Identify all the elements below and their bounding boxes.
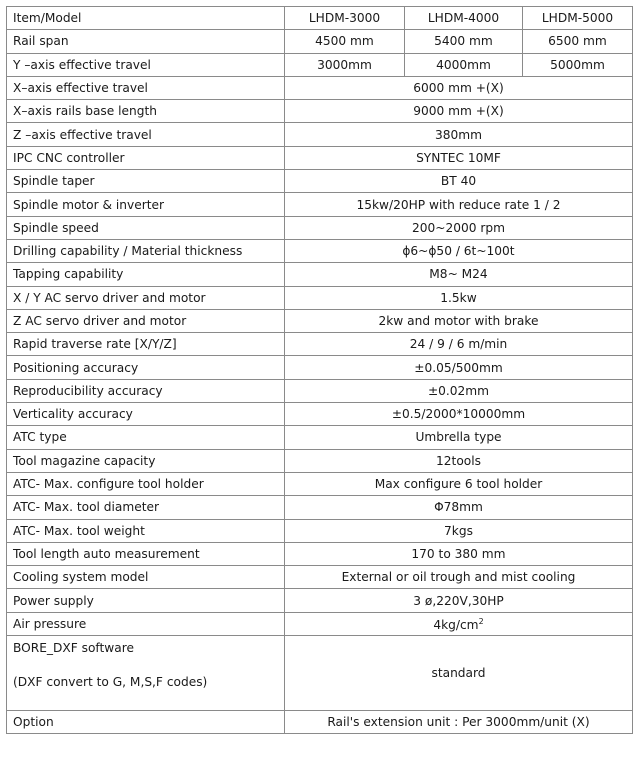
- spec-label: ATC type: [7, 426, 285, 449]
- spec-label: Positioning accuracy: [7, 356, 285, 379]
- spec-row: [7, 53, 633, 76]
- spec-value: 9000 mm +(X): [285, 100, 633, 123]
- spec-row: [7, 426, 633, 449]
- spec-label: Rapid traverse rate [X/Y/Z]: [7, 333, 285, 356]
- spec-label: Spindle speed: [7, 216, 285, 239]
- spec-value: 3 ø,220V,30HP: [285, 589, 633, 612]
- air-pressure-exponent: 2: [478, 617, 484, 627]
- spec-label: Z AC servo driver and motor: [7, 309, 285, 332]
- spec-value: 6000 mm +(X): [285, 76, 633, 99]
- spec-value: ±0.02mm: [285, 379, 633, 402]
- spec-label: Spindle taper: [7, 170, 285, 193]
- spec-label: Tool length auto measurement: [7, 542, 285, 565]
- spec-label: ATC- Max. configure tool holder: [7, 472, 285, 495]
- spec-row: [7, 636, 633, 711]
- spec-row: [7, 100, 633, 123]
- spec-row: [7, 309, 633, 332]
- spec-row: [7, 76, 633, 99]
- spec-row: [7, 333, 633, 356]
- spec-value: 15kw/20HP with reduce rate 1 / 2: [285, 193, 633, 216]
- spec-value: ±0.05/500mm: [285, 356, 633, 379]
- spec-value: 170 to 380 mm: [285, 542, 633, 565]
- spec-label: Rail span: [7, 30, 285, 53]
- header-row: [7, 7, 633, 30]
- spec-label: [7, 636, 285, 711]
- model-header: LHDM-3000: [285, 7, 405, 30]
- bore-label-line2: (DXF convert to G, M,S,F codes): [13, 675, 208, 690]
- spec-row: [7, 146, 633, 169]
- spec-row: [7, 263, 633, 286]
- spec-label: IPC CNC controller: [7, 146, 285, 169]
- spec-label: Drilling capability / Material thickness: [7, 239, 285, 262]
- spec-row: [7, 123, 633, 146]
- header-label: Item/Model: [7, 7, 285, 30]
- spec-value: ±0.5/2000*10000mm: [285, 403, 633, 426]
- spec-value: 5000mm: [523, 53, 633, 76]
- spec-value: Umbrella type: [285, 426, 633, 449]
- spec-row: [7, 589, 633, 612]
- spec-label: X–axis rails base length: [7, 100, 285, 123]
- spec-label: Tool magazine capacity: [7, 449, 285, 472]
- spec-row: [7, 193, 633, 216]
- spec-value: 12tools: [285, 449, 633, 472]
- spec-row: [7, 496, 633, 519]
- spec-row: [7, 566, 633, 589]
- spec-label: ATC- Max. tool weight: [7, 519, 285, 542]
- model-header: LHDM-4000: [405, 7, 523, 30]
- spec-row: [7, 170, 633, 193]
- air-pressure-value: 4kg/cm: [433, 618, 479, 633]
- spec-value: 7kgs: [285, 519, 633, 542]
- spec-value: Rail's extension unit : Per 3000mm/unit (X): [285, 711, 633, 734]
- spec-value: External or oil trough and mist cooling: [285, 566, 633, 589]
- spec-value: 4500 mm: [285, 30, 405, 53]
- spec-value: BT 40: [285, 170, 633, 193]
- spec-row: [7, 472, 633, 495]
- spec-row: [7, 379, 633, 402]
- spec-table-container: [6, 6, 632, 734]
- spec-value: standard: [285, 636, 633, 711]
- spec-row: [7, 356, 633, 379]
- spec-label: Y –axis effective travel: [7, 53, 285, 76]
- spec-row: [7, 449, 633, 472]
- spec-label: Air pressure: [7, 612, 285, 635]
- spec-row: [7, 239, 633, 262]
- spec-label: Cooling system model: [7, 566, 285, 589]
- spec-row: [7, 519, 633, 542]
- spec-row: [7, 30, 633, 53]
- spec-value: 3000mm: [285, 53, 405, 76]
- spec-row: [7, 542, 633, 565]
- spec-value: 1.5kw: [285, 286, 633, 309]
- spec-value: 2kw and motor with brake: [285, 309, 633, 332]
- spec-row: [7, 711, 633, 734]
- spec-row: [7, 286, 633, 309]
- model-header: LHDM-5000: [523, 7, 633, 30]
- spec-label: Z –axis effective travel: [7, 123, 285, 146]
- spec-value: ϕ6~ϕ50 / 6t~100t: [285, 239, 633, 262]
- spec-row: [7, 612, 633, 635]
- spec-label: X–axis effective travel: [7, 76, 285, 99]
- spec-table: [6, 6, 633, 734]
- spec-label: Option: [7, 711, 285, 734]
- spec-value: 6500 mm: [523, 30, 633, 53]
- spec-row: [7, 403, 633, 426]
- spec-value: 24 / 9 / 6 m/min: [285, 333, 633, 356]
- spec-row: [7, 216, 633, 239]
- spec-value: 200~2000 rpm: [285, 216, 633, 239]
- spec-value: 4000mm: [405, 53, 523, 76]
- spec-label: Reproducibility accuracy: [7, 379, 285, 402]
- spec-value: 5400 mm: [405, 30, 523, 53]
- spec-value: Φ78mm: [285, 496, 633, 519]
- spec-label: Verticality accuracy: [7, 403, 285, 426]
- spec-value: [285, 612, 633, 635]
- spec-label: X / Y AC servo driver and motor: [7, 286, 285, 309]
- spec-label: Tapping capability: [7, 263, 285, 286]
- spec-value: Max configure 6 tool holder: [285, 472, 633, 495]
- spec-value: M8~ M24: [285, 263, 633, 286]
- bore-label-line1: BORE_DXF software: [13, 641, 134, 656]
- spec-value: 380mm: [285, 123, 633, 146]
- spec-value: SYNTEC 10MF: [285, 146, 633, 169]
- spec-label: ATC- Max. tool diameter: [7, 496, 285, 519]
- spec-label: Spindle motor & inverter: [7, 193, 285, 216]
- spec-label: Power supply: [7, 589, 285, 612]
